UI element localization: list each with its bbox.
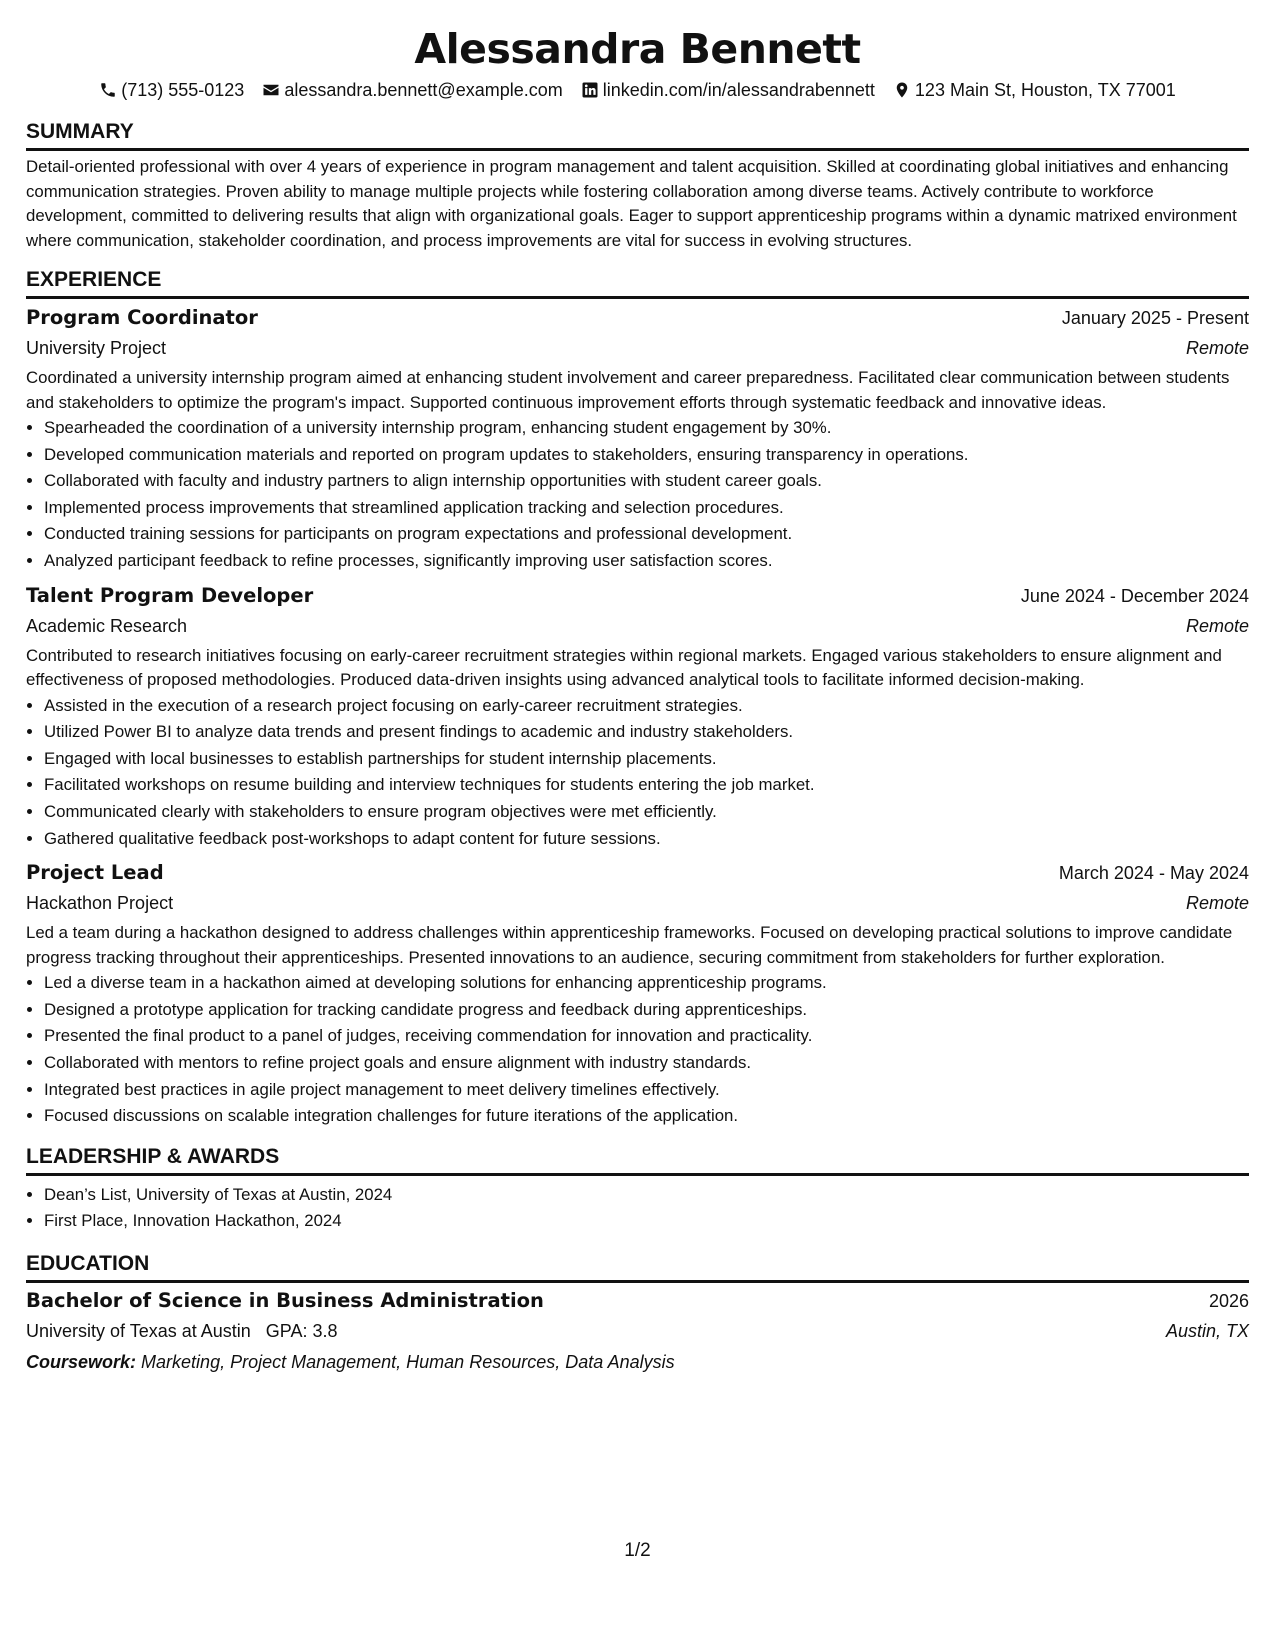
job-location: Remote — [1185, 615, 1249, 636]
list-item: • Conducted training sessions for participants on program expectations and professional development. — [44, 521, 1249, 548]
graduation-year: 2026 — [1208, 1290, 1249, 1311]
job-entry — [26, 581, 1249, 853]
school-line — [26, 1316, 338, 1347]
job-location: Remote — [1185, 893, 1249, 914]
contact-bar — [26, 78, 1249, 102]
coursework-list: Marketing, Project Management, Human Resources, Data Analysis — [141, 1351, 675, 1372]
list-item: • Designed a prototype application for tracking candidate progress and feedback during apprenticeships. — [44, 997, 1249, 1024]
job-title: Project Lead — [26, 861, 164, 885]
education-section — [26, 1251, 1249, 1377]
job-description: Contributed to research initiatives focusing on early-career recruitment strategies within regional markets. Engaged various stakeholders to ensure alignment and effectiveness of proposed methodologies. Produced data-driven insights using advanced analytical tools to facilitate informed decision-making. — [26, 645, 1222, 690]
job-organization: Academic Research — [26, 615, 188, 636]
list-item: • Led a diverse team in a hackathon aimed at developing solutions for enhancing apprenticeship programs. — [44, 970, 1249, 997]
phone-icon — [99, 81, 117, 99]
list-item: • Focused discussions on scalable integration challenges for future iterations of the application. — [44, 1103, 1249, 1130]
job-date: June 2024 - December 2024 — [1020, 585, 1249, 606]
experience-section — [26, 267, 1249, 1130]
job-organization: Hackathon Project — [26, 893, 174, 914]
job-description: Coordinated a university internship program aimed at enhancing student involvement and career preparedness. Facilitated clear communication between students and stakeholders to optimize the program's impact. Supported continuous improvement efforts through systematic feedback and innovative ideas. — [26, 368, 1230, 412]
list-item: • Assisted in the execution of a research project focusing on early-career recruitment strategies. — [44, 693, 1249, 720]
list-item: • Implemented process improvements that streamlined application tracking and selection procedures. — [44, 495, 1249, 522]
job-date: January 2025 - Present — [1061, 308, 1249, 328]
list-item: • Developed communication materials and reported on program updates to stakeholders, ensuring transparency in operations. — [44, 442, 1249, 469]
awards-list — [26, 1182, 1249, 1235]
section-title-summary: SUMMARY — [26, 119, 1249, 151]
job-title: Program Coordinator — [26, 306, 258, 329]
summary-text: Detail-oriented professional with over 4 years of experience in program management and talent acquisition. Skilled at coordinating global initiatives and enhancing communication strategies. Proven ability to manage multiple projects while fostering collaboration among diverse teams. Actively contribute to workforce development, committed to delivering results that align with organizational goals. Eager to support apprenticeship programs within a dynamic matrixed environment where communication, stakeholder coordination, and process improvements are vital for success in evolving structures. — [26, 157, 1237, 250]
job-bullets — [26, 415, 1249, 575]
awards-section — [26, 1144, 1249, 1235]
list-item: • Collaborated with mentors to refine project goals and ensure alignment with industry standards. — [44, 1050, 1249, 1077]
list-item: • Engaged with local businesses to establish partnerships for student internship placements. — [44, 746, 1249, 773]
section-title-education: EDUCATION — [26, 1251, 1249, 1283]
email-text: alessandra.bennett@example.com — [284, 80, 563, 100]
contact-linkedin[interactable] — [581, 78, 875, 102]
job-location: Remote — [1185, 338, 1249, 358]
list-item: • First Place, Innovation Hackathon, 2024 — [44, 1208, 1249, 1235]
job-date: March 2024 - May 2024 — [1058, 863, 1249, 884]
degree-title: Bachelor of Science in Business Administration — [26, 1288, 544, 1312]
envelope-icon — [262, 81, 280, 99]
job-title: Talent Program Developer — [26, 583, 314, 607]
list-item: • Gathered qualitative feedback post-workshops to adapt content for future sessions. — [44, 826, 1249, 853]
list-item: • Presented the final product to a panel of judges, receiving commendation for innovation and practicality. — [44, 1023, 1249, 1050]
summary-section — [26, 119, 1249, 253]
list-item: • Integrated best practices in agile project management to meet delivery timelines effectively. — [44, 1077, 1249, 1104]
list-item: • Collaborated with faculty and industry partners to align internship opportunities with student career goals. — [44, 468, 1249, 495]
address-text: 123 Main St, Houston, TX 77001 — [914, 80, 1176, 100]
list-item: • Communicated clearly with stakeholders to ensure program objectives were met efficiently. — [44, 799, 1249, 826]
candidate-name: Alessandra Bennett — [414, 25, 861, 73]
linkedin-icon — [581, 81, 599, 99]
job-bullets — [26, 693, 1249, 853]
list-item: • Dean’s List, University of Texas at Austin, 2024 — [44, 1182, 1249, 1209]
contact-email[interactable] — [262, 78, 562, 102]
coursework-line — [26, 1347, 1249, 1377]
job-description: Led a team during a hackathon designed to address challenges within apprenticeship frameworks. Focused on developing practical solutions to improve candidate progress tracking throughout their apprenticeships. Presented innovations to an audience, securing commitment from stakeholders for further exploration. — [26, 923, 1233, 967]
contact-address — [893, 78, 1176, 102]
section-title-experience: EXPERIENCE — [26, 267, 1249, 299]
list-item: • Analyzed participant feedback to refine processes, significantly improving user satisfaction scores. — [44, 548, 1249, 575]
job-entry — [26, 303, 1249, 575]
page-number: 1/2 — [624, 1540, 651, 1561]
list-item: • Facilitated workshops on resume building and interview techniques for students entering the job market. — [44, 772, 1249, 799]
coursework-label: Coursework: — [26, 1351, 137, 1372]
list-item: • Spearheaded the coordination of a university internship program, enhancing student engagement by 30%. — [44, 415, 1249, 442]
linkedin-text: linkedin.com/in/alessandrabennett — [602, 80, 875, 100]
list-item: • Utilized Power BI to analyze data trends and present findings to academic and industry stakeholders. — [44, 719, 1249, 746]
contact-phone — [99, 78, 244, 102]
job-organization: University Project — [26, 338, 167, 358]
job-bullets — [26, 970, 1249, 1130]
gpa: GPA: 3.8 — [265, 1320, 338, 1341]
section-title-awards: LEADERSHIP & AWARDS — [26, 1144, 1249, 1176]
school-location: Austin, TX — [1165, 1320, 1249, 1341]
phone-text: (713) 555-0123 — [121, 80, 245, 100]
school-name: University of Texas at Austin — [26, 1320, 251, 1341]
job-entry — [26, 858, 1249, 1130]
map-pin-icon — [893, 81, 911, 99]
